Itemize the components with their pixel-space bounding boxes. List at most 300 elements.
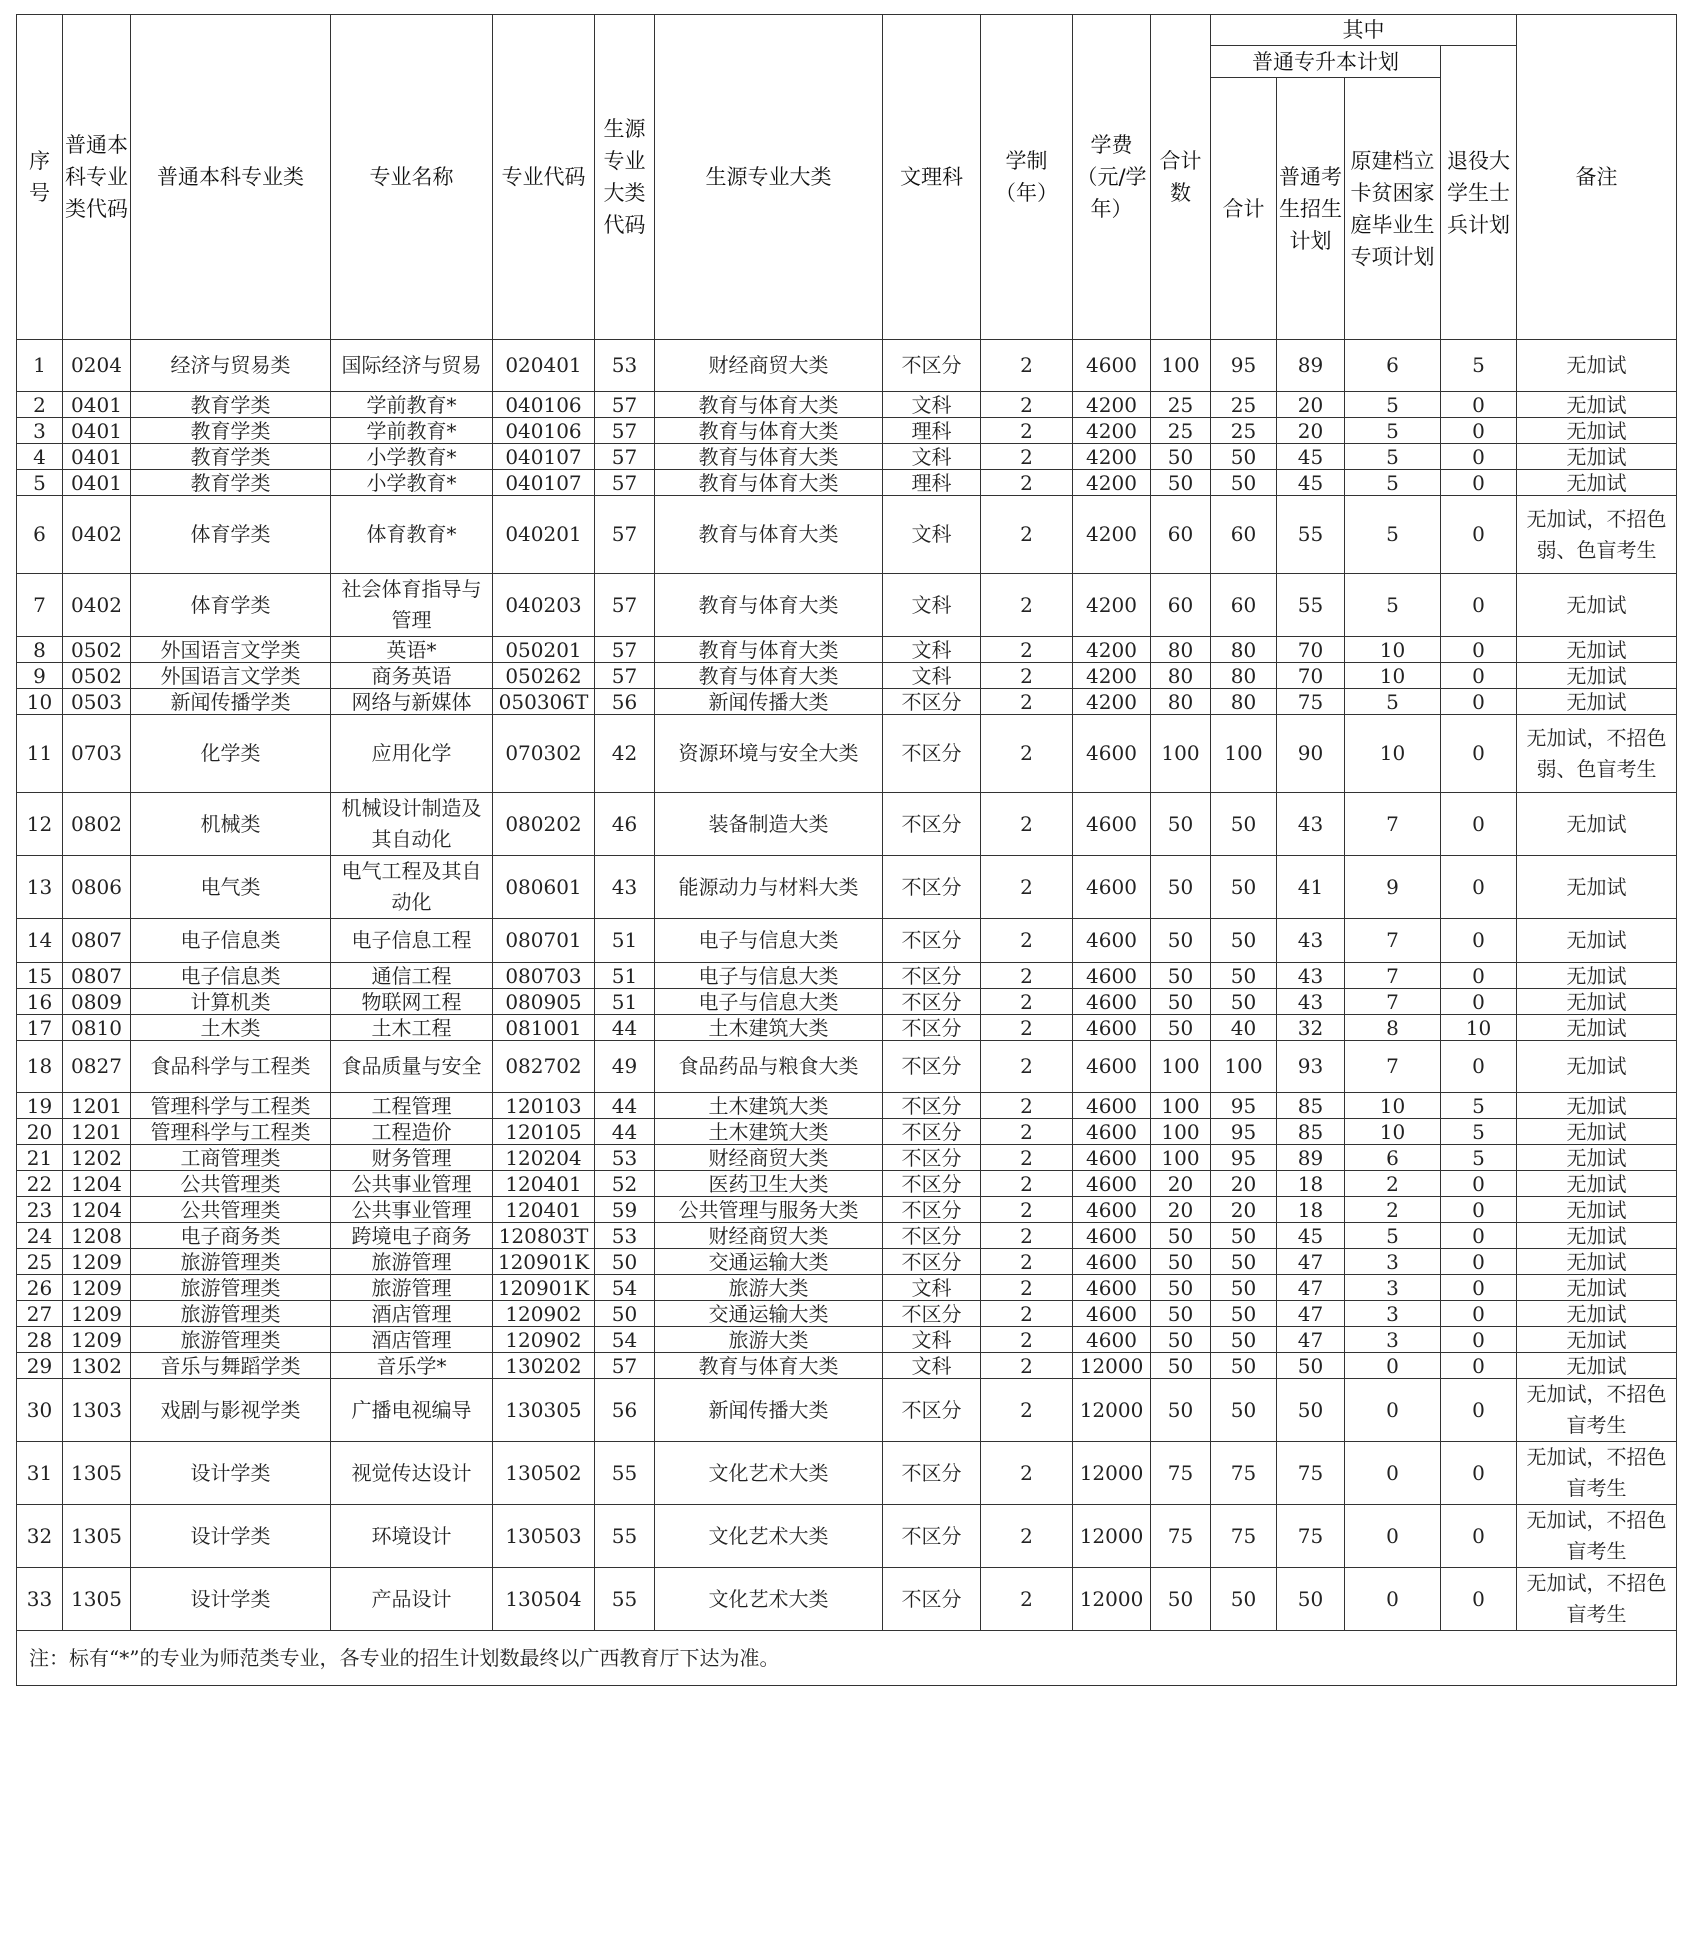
cell-fee: 12000 bbox=[1073, 1379, 1151, 1442]
cell-remark: 无加试 bbox=[1517, 418, 1677, 444]
cell-src-code: 44 bbox=[595, 1015, 655, 1041]
cell-src-cat: 教育与体育大类 bbox=[655, 637, 883, 663]
cell-plan-poverty: 7 bbox=[1345, 963, 1441, 989]
cell-plan-total: 20 bbox=[1211, 1171, 1277, 1197]
cell-major-code: 120401 bbox=[493, 1171, 595, 1197]
cell-seq: 32 bbox=[17, 1505, 63, 1568]
cell-major-code: 120204 bbox=[493, 1145, 595, 1171]
cell-track: 不区分 bbox=[883, 856, 981, 919]
cell-major-code: 040203 bbox=[493, 574, 595, 637]
cell-remark: 无加试 bbox=[1517, 444, 1677, 470]
cell-src-cat: 教育与体育大类 bbox=[655, 470, 883, 496]
cell-src-code: 57 bbox=[595, 663, 655, 689]
cell-seq: 3 bbox=[17, 418, 63, 444]
cell-veteran: 10 bbox=[1441, 1015, 1517, 1041]
cell-plan-general: 45 bbox=[1277, 470, 1345, 496]
cell-src-cat: 能源动力与材料大类 bbox=[655, 856, 883, 919]
cell-fee: 4200 bbox=[1073, 444, 1151, 470]
cell-plan-total: 40 bbox=[1211, 1015, 1277, 1041]
cell-years: 2 bbox=[981, 1197, 1073, 1223]
cell-plan-poverty: 10 bbox=[1345, 1119, 1441, 1145]
cell-track: 不区分 bbox=[883, 963, 981, 989]
cell-track: 不区分 bbox=[883, 1197, 981, 1223]
cell-fee: 4600 bbox=[1073, 1301, 1151, 1327]
cell-cat-code: 0204 bbox=[63, 340, 131, 392]
cell-plan-total: 50 bbox=[1211, 1568, 1277, 1631]
cell-fee: 4600 bbox=[1073, 856, 1151, 919]
cell-major: 通信工程 bbox=[331, 963, 493, 989]
cell-fee: 4200 bbox=[1073, 574, 1151, 637]
cell-src-cat: 文化艺术大类 bbox=[655, 1442, 883, 1505]
cell-cat-code: 1209 bbox=[63, 1275, 131, 1301]
cell-cat-code: 0810 bbox=[63, 1015, 131, 1041]
table-row bbox=[17, 444, 1677, 470]
cell-seq: 31 bbox=[17, 1442, 63, 1505]
cell-plan-general: 85 bbox=[1277, 1093, 1345, 1119]
cell-years: 2 bbox=[981, 1171, 1073, 1197]
cell-veteran: 0 bbox=[1441, 1442, 1517, 1505]
cell-cat-code: 1209 bbox=[63, 1327, 131, 1353]
cell-seq: 24 bbox=[17, 1223, 63, 1249]
cell-remark: 无加试 bbox=[1517, 1249, 1677, 1275]
cell-remark: 无加试 bbox=[1517, 1275, 1677, 1301]
cell-plan-general: 55 bbox=[1277, 496, 1345, 574]
table-row bbox=[17, 1301, 1677, 1327]
cell-cat-code: 0401 bbox=[63, 470, 131, 496]
cell-seq: 2 bbox=[17, 392, 63, 418]
header-seq: 序号 bbox=[17, 15, 63, 340]
cell-plan-poverty: 7 bbox=[1345, 919, 1441, 963]
cell-total: 75 bbox=[1151, 1505, 1211, 1568]
table-row bbox=[17, 1379, 1677, 1442]
cell-plan-poverty: 5 bbox=[1345, 392, 1441, 418]
cell-cat-code: 0401 bbox=[63, 392, 131, 418]
cell-src-cat: 财经商贸大类 bbox=[655, 1145, 883, 1171]
table-row bbox=[17, 1275, 1677, 1301]
cell-remark: 无加试 bbox=[1517, 1119, 1677, 1145]
cell-plan-general: 47 bbox=[1277, 1249, 1345, 1275]
cell-veteran: 0 bbox=[1441, 444, 1517, 470]
cell-seq: 16 bbox=[17, 989, 63, 1015]
table-row bbox=[17, 1353, 1677, 1379]
cell-major-code: 120902 bbox=[493, 1327, 595, 1353]
cell-years: 2 bbox=[981, 444, 1073, 470]
cell-major-code: 120902 bbox=[493, 1301, 595, 1327]
cell-plan-poverty: 10 bbox=[1345, 1093, 1441, 1119]
cell-veteran: 0 bbox=[1441, 1353, 1517, 1379]
cell-remark: 无加试，不招色盲考生 bbox=[1517, 1379, 1677, 1442]
cell-total: 50 bbox=[1151, 1353, 1211, 1379]
cell-major: 工程造价 bbox=[331, 1119, 493, 1145]
cell-fee: 4600 bbox=[1073, 919, 1151, 963]
cell-seq: 6 bbox=[17, 496, 63, 574]
cell-remark: 无加试，不招色弱、色盲考生 bbox=[1517, 496, 1677, 574]
cell-veteran: 0 bbox=[1441, 392, 1517, 418]
cell-cat-code: 1204 bbox=[63, 1171, 131, 1197]
cell-category: 教育学类 bbox=[131, 418, 331, 444]
cell-veteran: 0 bbox=[1441, 689, 1517, 715]
cell-major-code: 081001 bbox=[493, 1015, 595, 1041]
cell-major: 学前教育* bbox=[331, 418, 493, 444]
cell-cat-code: 0402 bbox=[63, 496, 131, 574]
cell-src-cat: 土木建筑大类 bbox=[655, 1015, 883, 1041]
cell-years: 2 bbox=[981, 1379, 1073, 1442]
cell-major-code: 080703 bbox=[493, 963, 595, 989]
cell-total: 80 bbox=[1151, 689, 1211, 715]
cell-plan-general: 18 bbox=[1277, 1197, 1345, 1223]
cell-veteran: 0 bbox=[1441, 1249, 1517, 1275]
cell-seq: 25 bbox=[17, 1249, 63, 1275]
cell-plan-poverty: 0 bbox=[1345, 1505, 1441, 1568]
cell-seq: 14 bbox=[17, 919, 63, 963]
cell-src-code: 54 bbox=[595, 1275, 655, 1301]
cell-fee: 12000 bbox=[1073, 1568, 1151, 1631]
cell-major-code: 120401 bbox=[493, 1197, 595, 1223]
cell-seq: 21 bbox=[17, 1145, 63, 1171]
cell-track: 不区分 bbox=[883, 1223, 981, 1249]
cell-category: 公共管理类 bbox=[131, 1197, 331, 1223]
cell-cat-code: 0807 bbox=[63, 963, 131, 989]
cell-plan-poverty: 6 bbox=[1345, 1145, 1441, 1171]
cell-plan-general: 93 bbox=[1277, 1041, 1345, 1093]
cell-cat-code: 0502 bbox=[63, 663, 131, 689]
cell-plan-total: 60 bbox=[1211, 496, 1277, 574]
cell-plan-poverty: 0 bbox=[1345, 1442, 1441, 1505]
cell-major: 音乐学* bbox=[331, 1353, 493, 1379]
cell-src-code: 57 bbox=[595, 444, 655, 470]
cell-category: 教育学类 bbox=[131, 444, 331, 470]
cell-src-cat: 新闻传播大类 bbox=[655, 689, 883, 715]
cell-plan-general: 50 bbox=[1277, 1568, 1345, 1631]
cell-major: 酒店管理 bbox=[331, 1301, 493, 1327]
cell-fee: 4600 bbox=[1073, 1223, 1151, 1249]
cell-years: 2 bbox=[981, 470, 1073, 496]
cell-years: 2 bbox=[981, 1223, 1073, 1249]
table-row bbox=[17, 1249, 1677, 1275]
cell-cat-code: 1209 bbox=[63, 1249, 131, 1275]
cell-major-code: 130504 bbox=[493, 1568, 595, 1631]
cell-veteran: 0 bbox=[1441, 574, 1517, 637]
cell-cat-code: 0503 bbox=[63, 689, 131, 715]
cell-cat-code: 1201 bbox=[63, 1093, 131, 1119]
cell-src-cat: 教育与体育大类 bbox=[655, 496, 883, 574]
cell-track: 不区分 bbox=[883, 1171, 981, 1197]
cell-plan-general: 89 bbox=[1277, 340, 1345, 392]
cell-major: 环境设计 bbox=[331, 1505, 493, 1568]
cell-category: 设计学类 bbox=[131, 1505, 331, 1568]
cell-major: 财务管理 bbox=[331, 1145, 493, 1171]
cell-plan-general: 50 bbox=[1277, 1353, 1345, 1379]
cell-plan-general: 43 bbox=[1277, 963, 1345, 989]
cell-src-cat: 旅游大类 bbox=[655, 1275, 883, 1301]
cell-remark: 无加试，不招色盲考生 bbox=[1517, 1442, 1677, 1505]
cell-veteran: 0 bbox=[1441, 963, 1517, 989]
cell-cat-code: 1201 bbox=[63, 1119, 131, 1145]
cell-remark: 无加试 bbox=[1517, 919, 1677, 963]
cell-src-cat: 食品药品与粮食大类 bbox=[655, 1041, 883, 1093]
cell-cat-code: 0502 bbox=[63, 637, 131, 663]
cell-seq: 9 bbox=[17, 663, 63, 689]
cell-category: 工商管理类 bbox=[131, 1145, 331, 1171]
cell-plan-poverty: 5 bbox=[1345, 574, 1441, 637]
cell-major: 物联网工程 bbox=[331, 989, 493, 1015]
cell-plan-total: 50 bbox=[1211, 1327, 1277, 1353]
cell-total: 80 bbox=[1151, 637, 1211, 663]
cell-total: 50 bbox=[1151, 793, 1211, 856]
cell-track: 不区分 bbox=[883, 715, 981, 793]
cell-track: 文科 bbox=[883, 663, 981, 689]
cell-total: 50 bbox=[1151, 989, 1211, 1015]
cell-src-cat: 资源环境与安全大类 bbox=[655, 715, 883, 793]
cell-category: 化学类 bbox=[131, 715, 331, 793]
cell-veteran: 0 bbox=[1441, 919, 1517, 963]
cell-major: 公共事业管理 bbox=[331, 1197, 493, 1223]
header-fee: 学费（元/学年） bbox=[1073, 15, 1151, 340]
header-cat-code: 普通本科专业类代码 bbox=[63, 15, 131, 340]
cell-plan-total: 80 bbox=[1211, 663, 1277, 689]
header-plan-total: 合计 bbox=[1211, 78, 1277, 340]
cell-src-code: 54 bbox=[595, 1327, 655, 1353]
cell-remark: 无加试 bbox=[1517, 1171, 1677, 1197]
cell-years: 2 bbox=[981, 919, 1073, 963]
cell-plan-poverty: 7 bbox=[1345, 989, 1441, 1015]
cell-plan-total: 95 bbox=[1211, 340, 1277, 392]
table-row bbox=[17, 989, 1677, 1015]
cell-src-code: 53 bbox=[595, 1223, 655, 1249]
cell-seq: 8 bbox=[17, 637, 63, 663]
cell-src-code: 56 bbox=[595, 1379, 655, 1442]
header-veteran: 退役大学生士兵计划 bbox=[1441, 46, 1517, 340]
cell-track: 不区分 bbox=[883, 989, 981, 1015]
cell-src-code: 55 bbox=[595, 1505, 655, 1568]
cell-plan-general: 47 bbox=[1277, 1327, 1345, 1353]
cell-plan-general: 90 bbox=[1277, 715, 1345, 793]
table-row bbox=[17, 663, 1677, 689]
cell-major: 视觉传达设计 bbox=[331, 1442, 493, 1505]
cell-plan-poverty: 5 bbox=[1345, 470, 1441, 496]
cell-total: 80 bbox=[1151, 663, 1211, 689]
cell-remark: 无加试 bbox=[1517, 689, 1677, 715]
cell-major: 旅游管理 bbox=[331, 1249, 493, 1275]
cell-category: 设计学类 bbox=[131, 1442, 331, 1505]
cell-total: 50 bbox=[1151, 919, 1211, 963]
table-row bbox=[17, 574, 1677, 637]
cell-category: 新闻传播学类 bbox=[131, 689, 331, 715]
cell-plan-general: 32 bbox=[1277, 1015, 1345, 1041]
cell-major: 小学教育* bbox=[331, 470, 493, 496]
cell-years: 2 bbox=[981, 963, 1073, 989]
cell-seq: 26 bbox=[17, 1275, 63, 1301]
cell-track: 文科 bbox=[883, 496, 981, 574]
cell-src-code: 49 bbox=[595, 1041, 655, 1093]
cell-veteran: 0 bbox=[1441, 989, 1517, 1015]
header-src-cat: 生源专业大类 bbox=[655, 15, 883, 340]
cell-major-code: 050306T bbox=[493, 689, 595, 715]
cell-remark: 无加试 bbox=[1517, 663, 1677, 689]
cell-plan-general: 45 bbox=[1277, 1223, 1345, 1249]
cell-major-code: 120103 bbox=[493, 1093, 595, 1119]
cell-plan-total: 20 bbox=[1211, 1197, 1277, 1223]
cell-seq: 15 bbox=[17, 963, 63, 989]
cell-track: 文科 bbox=[883, 392, 981, 418]
cell-track: 不区分 bbox=[883, 340, 981, 392]
cell-plan-total: 50 bbox=[1211, 1249, 1277, 1275]
cell-track: 不区分 bbox=[883, 689, 981, 715]
table-row bbox=[17, 1442, 1677, 1505]
cell-major: 英语* bbox=[331, 637, 493, 663]
cell-category: 土木类 bbox=[131, 1015, 331, 1041]
cell-major-code: 082702 bbox=[493, 1041, 595, 1093]
cell-plan-poverty: 5 bbox=[1345, 1223, 1441, 1249]
cell-plan-total: 50 bbox=[1211, 444, 1277, 470]
cell-src-cat: 装备制造大类 bbox=[655, 793, 883, 856]
cell-veteran: 0 bbox=[1441, 496, 1517, 574]
cell-plan-general: 85 bbox=[1277, 1119, 1345, 1145]
table-row bbox=[17, 1197, 1677, 1223]
cell-plan-general: 75 bbox=[1277, 1505, 1345, 1568]
cell-total: 100 bbox=[1151, 1041, 1211, 1093]
cell-years: 2 bbox=[981, 1568, 1073, 1631]
header-category: 普通本科专业类 bbox=[131, 15, 331, 340]
cell-plan-general: 41 bbox=[1277, 856, 1345, 919]
cell-major-code: 130502 bbox=[493, 1442, 595, 1505]
cell-cat-code: 1208 bbox=[63, 1223, 131, 1249]
cell-plan-poverty: 8 bbox=[1345, 1015, 1441, 1041]
cell-total: 100 bbox=[1151, 715, 1211, 793]
cell-total: 50 bbox=[1151, 470, 1211, 496]
cell-total: 50 bbox=[1151, 1301, 1211, 1327]
cell-plan-general: 70 bbox=[1277, 637, 1345, 663]
cell-veteran: 0 bbox=[1441, 1171, 1517, 1197]
cell-years: 2 bbox=[981, 1041, 1073, 1093]
cell-veteran: 0 bbox=[1441, 418, 1517, 444]
cell-src-cat: 交通运输大类 bbox=[655, 1301, 883, 1327]
cell-remark: 无加试 bbox=[1517, 1353, 1677, 1379]
cell-major: 社会体育指导与管理 bbox=[331, 574, 493, 637]
cell-fee: 4600 bbox=[1073, 715, 1151, 793]
table-row bbox=[17, 1171, 1677, 1197]
cell-seq: 22 bbox=[17, 1171, 63, 1197]
cell-remark: 无加试，不招色盲考生 bbox=[1517, 1568, 1677, 1631]
cell-track: 文科 bbox=[883, 1353, 981, 1379]
cell-years: 2 bbox=[981, 715, 1073, 793]
cell-remark: 无加试 bbox=[1517, 1093, 1677, 1119]
cell-cat-code: 0809 bbox=[63, 989, 131, 1015]
cell-fee: 4200 bbox=[1073, 637, 1151, 663]
cell-fee: 4600 bbox=[1073, 1093, 1151, 1119]
cell-track: 文科 bbox=[883, 444, 981, 470]
cell-category: 设计学类 bbox=[131, 1568, 331, 1631]
cell-cat-code: 0802 bbox=[63, 793, 131, 856]
table-row bbox=[17, 689, 1677, 715]
cell-total: 20 bbox=[1151, 1171, 1211, 1197]
cell-major-code: 080905 bbox=[493, 989, 595, 1015]
cell-category: 旅游管理类 bbox=[131, 1327, 331, 1353]
cell-fee: 4600 bbox=[1073, 793, 1151, 856]
table-note: 注：标有“*”的专业为师范类专业，各专业的招生计划数最终以广西教育厅下达为准。 bbox=[17, 1631, 1677, 1686]
cell-category: 电子信息类 bbox=[131, 963, 331, 989]
cell-major: 学前教育* bbox=[331, 392, 493, 418]
cell-fee: 4600 bbox=[1073, 1041, 1151, 1093]
cell-plan-poverty: 10 bbox=[1345, 715, 1441, 793]
cell-plan-total: 50 bbox=[1211, 919, 1277, 963]
cell-years: 2 bbox=[981, 1093, 1073, 1119]
cell-track: 不区分 bbox=[883, 1379, 981, 1442]
cell-fee: 4600 bbox=[1073, 1197, 1151, 1223]
cell-plan-general: 55 bbox=[1277, 574, 1345, 637]
cell-src-code: 44 bbox=[595, 1119, 655, 1145]
cell-plan-total: 50 bbox=[1211, 1353, 1277, 1379]
cell-plan-total: 25 bbox=[1211, 392, 1277, 418]
cell-track: 文科 bbox=[883, 574, 981, 637]
cell-plan-total: 50 bbox=[1211, 963, 1277, 989]
cell-src-code: 51 bbox=[595, 963, 655, 989]
table-row bbox=[17, 340, 1677, 392]
cell-src-cat: 教育与体育大类 bbox=[655, 392, 883, 418]
cell-seq: 29 bbox=[17, 1353, 63, 1379]
cell-veteran: 0 bbox=[1441, 663, 1517, 689]
cell-category: 体育学类 bbox=[131, 496, 331, 574]
cell-plan-total: 50 bbox=[1211, 793, 1277, 856]
cell-total: 100 bbox=[1151, 1093, 1211, 1119]
cell-fee: 4600 bbox=[1073, 989, 1151, 1015]
cell-years: 2 bbox=[981, 392, 1073, 418]
cell-veteran: 5 bbox=[1441, 1145, 1517, 1171]
header-major: 专业名称 bbox=[331, 15, 493, 340]
cell-major-code: 020401 bbox=[493, 340, 595, 392]
table-header bbox=[17, 15, 1677, 340]
cell-category: 电气类 bbox=[131, 856, 331, 919]
cell-major: 旅游管理 bbox=[331, 1275, 493, 1301]
cell-plan-poverty: 2 bbox=[1345, 1197, 1441, 1223]
cell-src-cat: 土木建筑大类 bbox=[655, 1119, 883, 1145]
cell-veteran: 5 bbox=[1441, 1119, 1517, 1145]
cell-total: 50 bbox=[1151, 1275, 1211, 1301]
cell-remark: 无加试 bbox=[1517, 470, 1677, 496]
cell-track: 不区分 bbox=[883, 1249, 981, 1275]
cell-remark: 无加试 bbox=[1517, 793, 1677, 856]
cell-years: 2 bbox=[981, 1275, 1073, 1301]
cell-fee: 4200 bbox=[1073, 470, 1151, 496]
cell-total: 50 bbox=[1151, 856, 1211, 919]
cell-category: 机械类 bbox=[131, 793, 331, 856]
cell-major: 土木工程 bbox=[331, 1015, 493, 1041]
cell-total: 25 bbox=[1151, 392, 1211, 418]
cell-plan-total: 50 bbox=[1211, 470, 1277, 496]
cell-src-code: 57 bbox=[595, 392, 655, 418]
cell-plan-general: 43 bbox=[1277, 793, 1345, 856]
cell-plan-total: 50 bbox=[1211, 1379, 1277, 1442]
cell-major-code: 070302 bbox=[493, 715, 595, 793]
cell-track: 不区分 bbox=[883, 1119, 981, 1145]
cell-category: 公共管理类 bbox=[131, 1171, 331, 1197]
cell-total: 50 bbox=[1151, 444, 1211, 470]
table-row bbox=[17, 715, 1677, 793]
cell-plan-poverty: 7 bbox=[1345, 1041, 1441, 1093]
cell-major-code: 040106 bbox=[493, 392, 595, 418]
cell-plan-total: 100 bbox=[1211, 1041, 1277, 1093]
cell-plan-total: 80 bbox=[1211, 689, 1277, 715]
table-row bbox=[17, 496, 1677, 574]
cell-plan-total: 50 bbox=[1211, 989, 1277, 1015]
cell-major-code: 080601 bbox=[493, 856, 595, 919]
cell-cat-code: 1305 bbox=[63, 1505, 131, 1568]
cell-plan-poverty: 5 bbox=[1345, 418, 1441, 444]
cell-category: 旅游管理类 bbox=[131, 1249, 331, 1275]
cell-plan-poverty: 2 bbox=[1345, 1171, 1441, 1197]
cell-track: 不区分 bbox=[883, 1015, 981, 1041]
cell-veteran: 0 bbox=[1441, 1505, 1517, 1568]
